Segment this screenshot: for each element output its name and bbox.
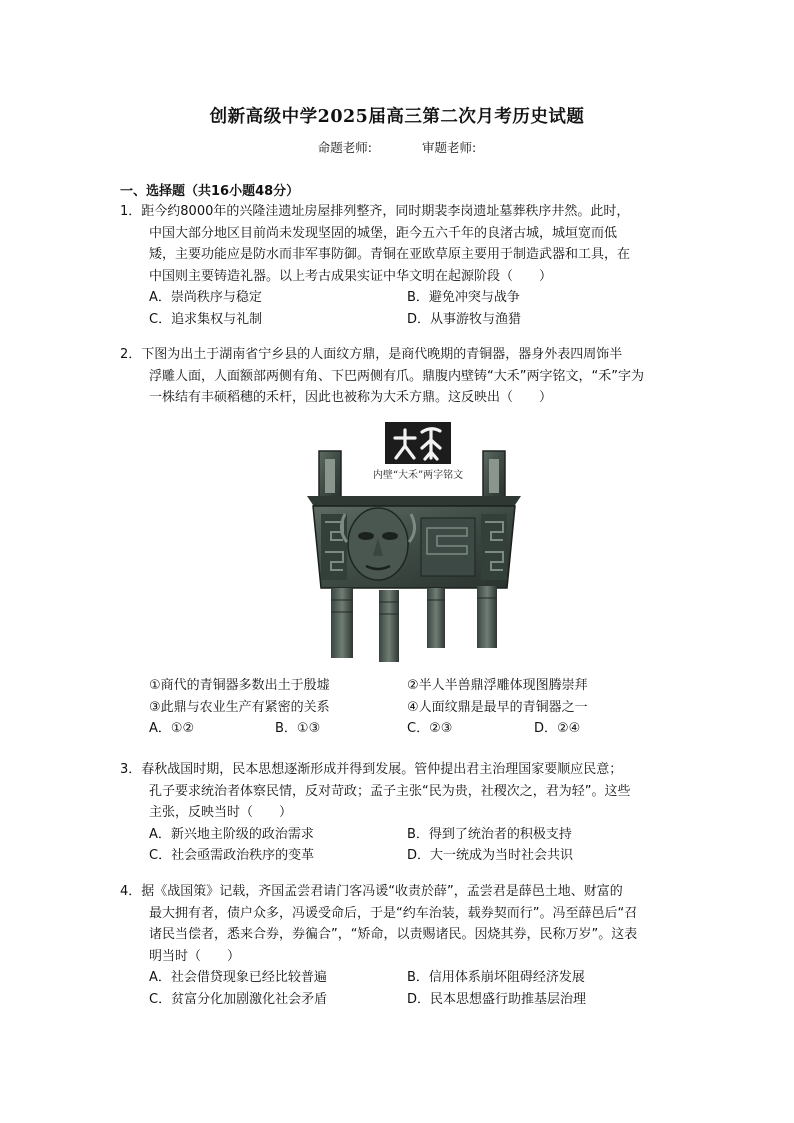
option-b[interactable]: B．避免冲突与战争 <box>407 290 520 305</box>
bronze-ding-figure <box>303 418 525 670</box>
section-heading: 一、选择题（共16小题48分） <box>120 184 300 199</box>
exam-title: 创新高级中学2025届高三第二次月考历史试题 <box>209 107 585 127</box>
question-text-line: 1．距今约8000年的兴隆洼遗址房屋排列整齐，同时期裴李岗遗址墓葬秩序井然。此时， <box>120 204 630 219</box>
statement-3: ③此鼎与农业生产有紧密的关系 <box>149 699 330 715</box>
question-text-line: 2．下图为出土于湖南省宁乡县的人面纹方鼎，是商代晚期的青铜器，器身外表四周饰半 <box>120 347 623 362</box>
option-a[interactable]: A．社会借贷现象已经比较普遍 <box>149 970 327 985</box>
statement-1: ①商代的青铜器多数出土于殷墟 <box>149 678 330 693</box>
ding-vessel-image <box>303 418 525 670</box>
inscription-caption: 内壁“大禾”两字铭文 <box>372 470 464 481</box>
question-text-line: 矮，主要功能应是防水而非军事防御。青铜在亚欧草原主要用于制造武器和工具，在 <box>149 247 631 262</box>
question-text-line: 明当时（ ） <box>149 948 241 964</box>
option-b[interactable]: B．得到了统治者的积极支持 <box>407 826 572 842</box>
question-text-line: 孔子要求统治者体察民情，反对苛政；孟子主张“民为贵，社稷次之，君为轻”。这些 <box>149 783 631 799</box>
setter-label: 命题老师: <box>317 140 372 155</box>
option-d[interactable]: D．民本思想盛行助推基层治理 <box>407 991 587 1007</box>
question-2-statements <box>120 675 680 740</box>
question-text-line: 中国则主要铸造礼器。以上考古成果实证中华文明在起源阶段（ ） <box>149 268 553 284</box>
question-1 <box>120 201 680 330</box>
question-text-line: 一株结有丰硕稻穗的禾杆，因此也被称为大禾方鼎。这反映出（ ） <box>149 390 553 405</box>
option-b[interactable]: B．①③ <box>275 721 321 736</box>
question-text-line: 主张，反映当时（ ） <box>149 805 293 820</box>
option-a[interactable]: A．新兴地主阶级的政治需求 <box>149 826 314 842</box>
option-d[interactable]: D．大一统成为当时社会共识 <box>407 848 574 863</box>
question-text-line: 浮雕人面，人面额部两侧有角、下巴两侧有爪。鼎腹内壁铸“大禾”两字铭文，“禾”字为 <box>149 368 644 384</box>
teacher-info <box>0 138 794 156</box>
option-c[interactable]: C．追求集权与礼制 <box>149 311 263 327</box>
question-text-line: 最大拥有者，债户众多，冯谖受命后，于是“约车治装，载券契而行”。冯至薛邑后“召 <box>149 905 638 921</box>
question-2 <box>120 344 680 409</box>
question-text-line: 3．春秋战国时期，民本思想逐渐形成并得到发展。管仲提出君主治理国家要顺应民意； <box>120 762 623 777</box>
statement-2: ②半人半兽鼎浮雕体现图腾崇拜 <box>407 678 588 693</box>
option-a[interactable]: A．崇尚秩序与稳定 <box>149 290 262 305</box>
question-text-line: 诸民当偿者，悉来合券，券徧合”，“矫命，以责赐诸民。因烧其券，民称万岁”。这表 <box>149 927 638 942</box>
option-c[interactable]: C．贫富分化加剧激化社会矛盾 <box>149 991 328 1007</box>
option-d[interactable]: D．②④ <box>534 721 581 736</box>
question-3 <box>120 759 680 867</box>
option-a[interactable]: A．①② <box>149 721 195 736</box>
statement-4: ④人面纹鼎是最早的青铜器之一 <box>407 699 588 715</box>
option-b[interactable]: B．信用体系崩坏阻碍经济发展 <box>407 970 585 985</box>
question-4 <box>120 881 680 1010</box>
option-d[interactable]: D．从事游牧与渔猎 <box>407 311 522 327</box>
option-c[interactable]: C．②③ <box>407 721 453 736</box>
reviewer-label: 审题老师: <box>421 140 477 155</box>
question-text-line: 4．据《战国策》记载，齐国孟尝君请门客冯谖“收责於薛”，孟尝君是薛邑土地、财富的 <box>120 884 623 899</box>
option-c[interactable]: C．社会亟需政治秩序的变革 <box>149 848 315 863</box>
question-text-line: 中国大部分地区目前尚未发现坚固的城堡，距今五六千年的良渚古城，城垣宽而低 <box>149 225 618 241</box>
